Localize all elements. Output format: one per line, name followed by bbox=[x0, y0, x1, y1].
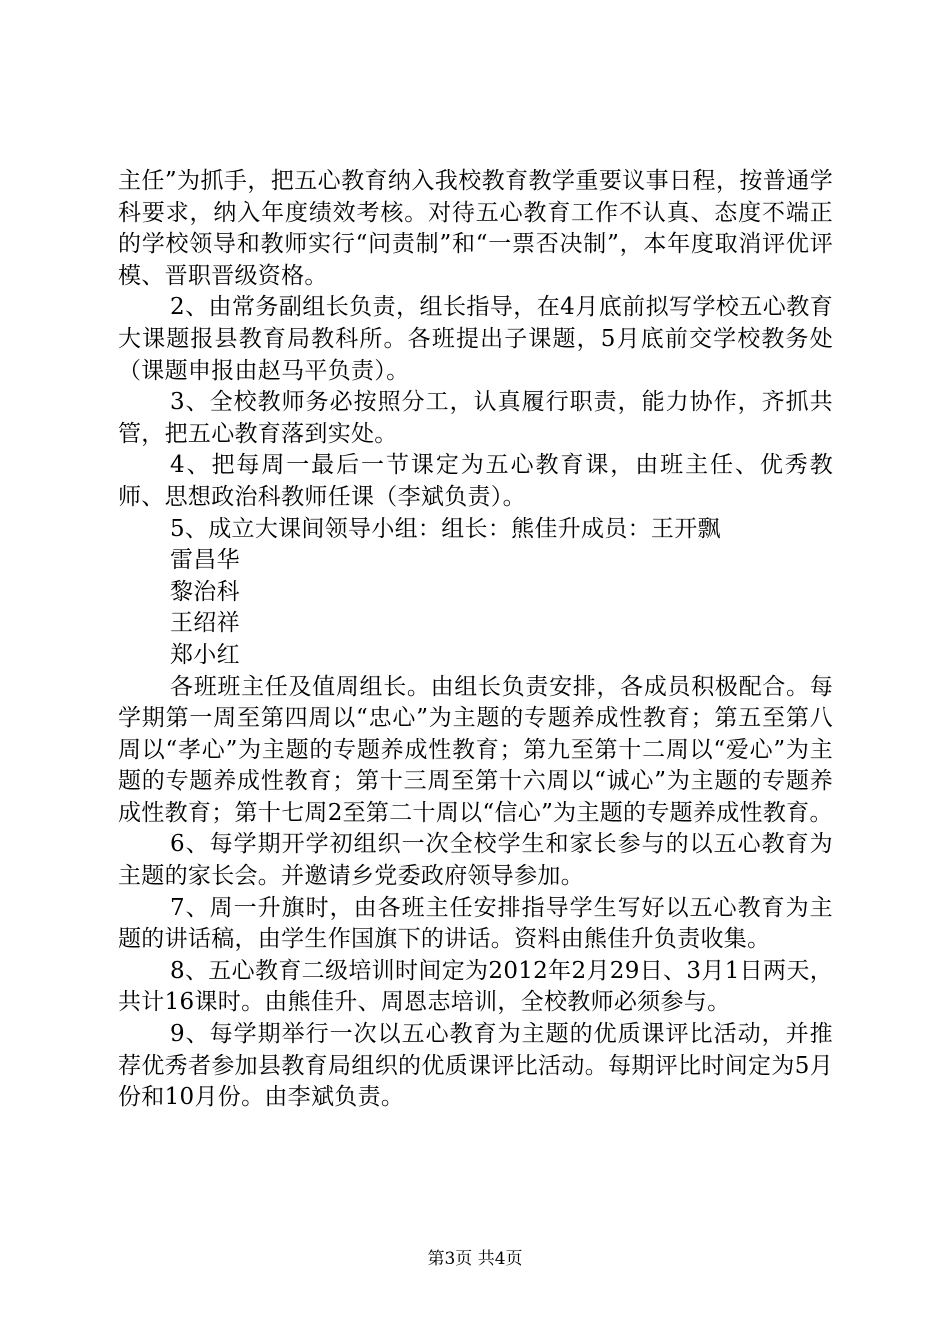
paragraph-item-2: 2、由常务副组长负责，组长指导，在4月底前拟写学校五心教育大课题报县教育局教科所。各班提出子课题，5月底前交学校教务处（课题申报由赵马平负责）。 bbox=[118, 294, 833, 384]
page-footer: 第3页 共4页 bbox=[427, 1249, 523, 1269]
paragraph-item-8: 8、五心教育二级培训时间定为2012年2月29日、3月1日两天，共计16课时。由熊佳升、周恩志培训，全校教师必须参与。 bbox=[118, 957, 833, 1016]
paragraph-schedule: 各班班主任及值周组长。由组长负责安排，各成员积极配合。每学期第一周至第四周以“忠心”为主题的专题养成性教育；第五至第八周以“孝心”为主题的专题养成性教育；第九至第十二周以“爱心”为主题的专题养成性教育；第十三周至第十六周以“诚心”为主题的专题养成性教育；第十七周2至第二十周以“信心”为主题的专题养成性教育。 bbox=[118, 673, 833, 826]
paragraph-item-5: 5、成立大课间领导小组：组长：熊佳升成员：王开飘 bbox=[170, 515, 721, 542]
paragraph-item-7: 7、周一升旗时，由各班主任安排指导学生写好以五心教育为主题的讲话稿，由学生作国旗下的讲话。资料由熊佳升负责收集。 bbox=[118, 894, 833, 953]
document-body bbox=[118, 166, 833, 1114]
paragraph-item-4: 4、把每周一最后一节课定为五心教育课，由班主任、优秀教师、思想政治科教师任课（李斌负责）。 bbox=[118, 452, 833, 510]
paragraph-continuation: 主任”为抓手，把五心教育纳入我校教育教学重要议事日程，按普通学科要求，纳入年度绩效考核。对待五心教育工作不认真、态度不端正的学校领导和教师实行“问责制”和“一票否决制”，本年度取消评优评模、晋职晋级资格。 bbox=[118, 168, 833, 289]
paragraph-item-6: 6、每学期开学初组织一次全校学生和家长参与的以五心教育为主题的家长会。并邀请乡党委政府领导参加。 bbox=[118, 831, 833, 890]
member-name: 黎治科 bbox=[170, 578, 240, 605]
member-name: 郑小红 bbox=[170, 641, 240, 668]
member-name: 王绍祥 bbox=[170, 610, 240, 637]
member-name: 雷昌华 bbox=[170, 547, 240, 574]
paragraph-item-9: 9、每学期举行一次以五心教育为主题的优质课评比活动，并推荐优秀者参加县教育局组织的优质课评比活动。每期评比时间定为5月份和10月份。由李斌负责。 bbox=[118, 1021, 833, 1111]
paragraph-item-3: 3、全校教师务必按照分工，认真履行职责，能力协作，齐抓共管，把五心教育落到实处。 bbox=[118, 389, 833, 447]
